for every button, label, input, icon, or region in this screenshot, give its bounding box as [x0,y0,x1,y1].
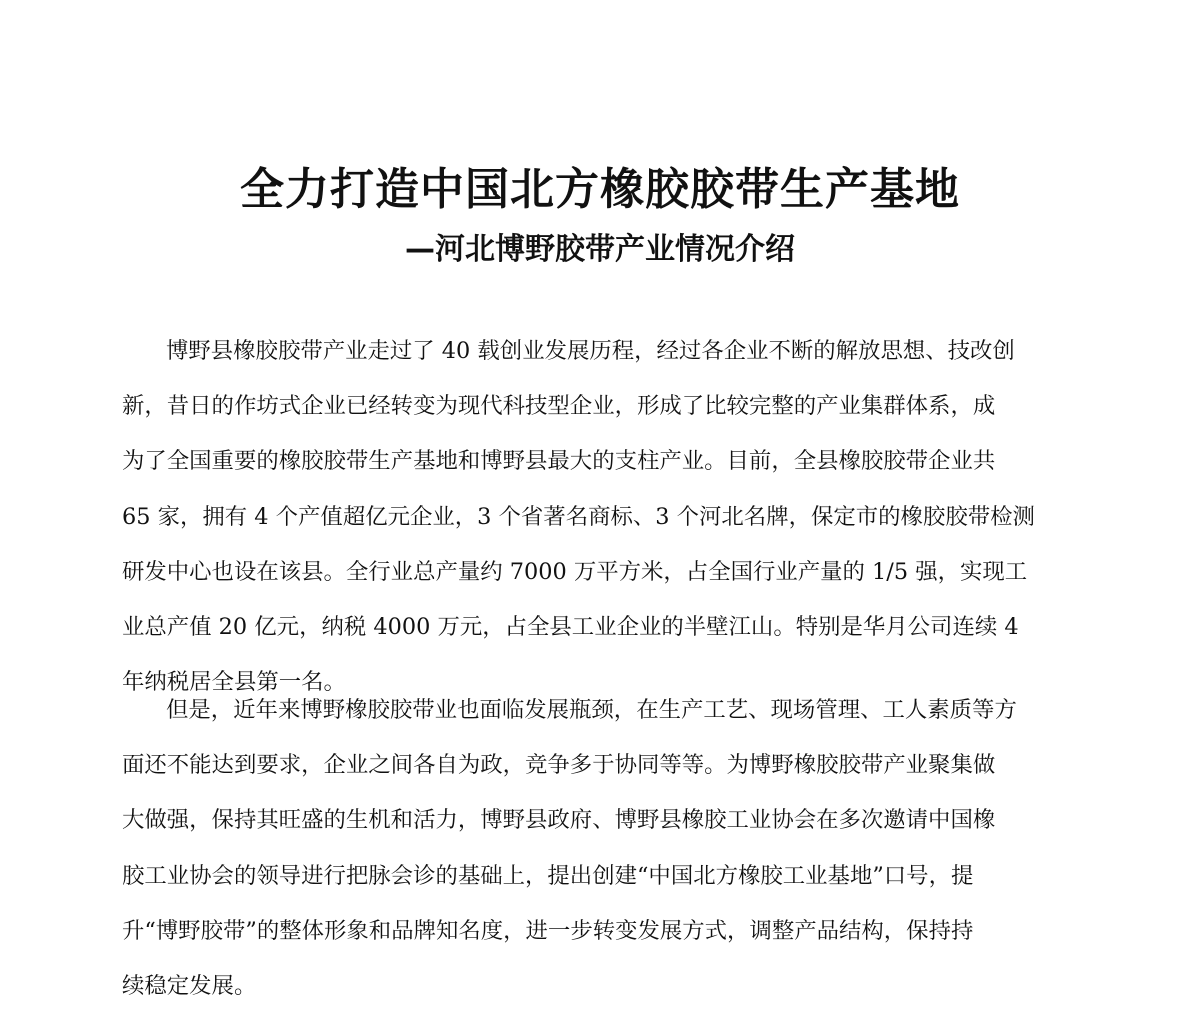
paragraph-line: 新，昔日的作坊式企业已经转变为现代科技型企业，形成了比较完整的产业集群体系，成 [122,393,996,420]
paragraph-line: 升“博野胶带”的整体形象和品牌知名度，进一步转变发展方式，调整产品结构，保持持 [122,917,974,944]
paragraph-line: 博野县橡胶胶带产业走过了 40 载创业发展历程，经过各企业不断的解放思想、技改创 [166,338,1015,364]
paragraph-line: 为了全国重要的橡胶胶带生产基地和博野县最大的支柱产业。目前，全县橡胶胶带企业共 [122,448,996,475]
paragraph-2 [122,683,1080,1014]
paragraph-line: 但是，近年来博野橡胶胶带业也面临发展瓶颈，在生产工艺、现场管理、工人素质等方 [166,697,1017,723]
paragraph-line: 面还不能达到要求，企业之间各自为政，竞争多于协同等等。为博野橡胶胶带产业聚集做 [122,752,996,779]
paragraph-line: 年纳税居全县第一名。 [122,669,346,696]
paragraph-line: 65 家，拥有 4 个产值超亿元企业，3 个省著名商标、3 个河北名牌，保定市的橡胶胶带检测 [122,503,1035,530]
paragraph-1 [122,324,1080,710]
document-subtitle: —河北博野胶带产业情况介绍 [405,232,795,267]
paragraph-line: 续稳定发展。 [122,972,257,999]
paragraph-line: 研发中心也设在该县。全行业总产量约 7000 万平方米，占全国行业产量的 1/5 强，实现工 [122,558,1028,585]
paragraph-line: 胶工业协会的领导进行把脉会诊的基础上，提出创建“中国北方橡胶工业基地”口号，提 [122,862,974,889]
document-title: 全力打造中国北方橡胶胶带生产基地 [240,164,960,215]
paragraph-line: 大做强，保持其旺盛的生机和活力，博野县政府、博野县橡胶工业协会在多次邀请中国橡 [122,807,996,834]
paragraph-line: 业总产值 20 亿元，纳税 4000 万元，占全县工业企业的半壁江山。特别是华月公司连续 4 [122,613,1019,640]
